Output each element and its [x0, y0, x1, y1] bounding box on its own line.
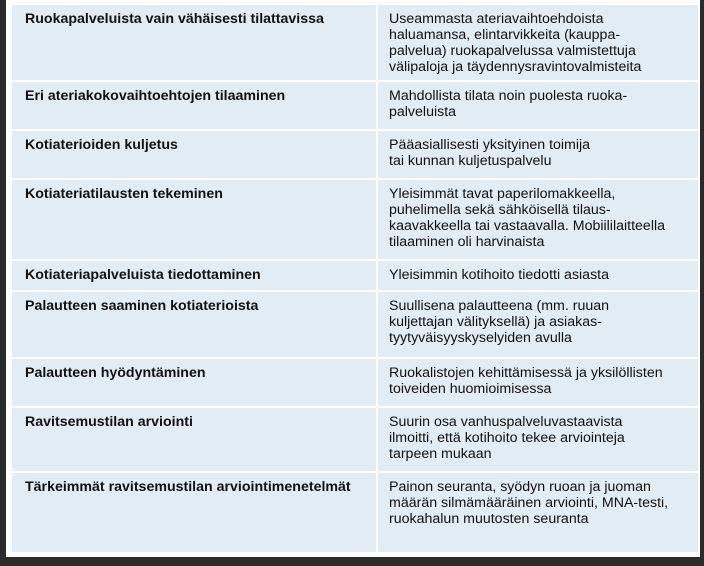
table-row: [12, 408, 698, 473]
row-label: Ruokapalveluista vain vähäisesti tilattavissa: [12, 5, 378, 80]
row-value: Ruokalistojen kehittämisessä ja yksilöllisten toiveiden huomioimisessa: [389, 365, 663, 397]
table-row: [12, 261, 698, 292]
row-label: Kotiateriatilausten tekeminen: [12, 180, 378, 259]
row-value: Useammasta ateriavaihtoehdoista haluamansa, elintarvikkeita (kauppa- palvelua) ruokapalvelussa valmistettuja välipaloja ja täydennysravintovalmisteita: [389, 11, 642, 75]
table-row: [12, 5, 698, 82]
summary-table: [12, 5, 698, 552]
table-row: [12, 473, 698, 552]
row-value: Suurin osa vanhuspalveluvastaavista ilmoitti, että kotihoito tekee arviointeja tarpeen mukaan: [389, 414, 625, 462]
row-value: Yleisimmin kotihoito tiedotti asiasta: [389, 267, 610, 283]
page-frame: [6, 0, 700, 557]
row-label: Tärkeimmät ravitsemustilan arviointimenetelmät: [12, 473, 378, 552]
row-label: Eri ateriakokovaihtoehtojen tilaaminen: [12, 82, 378, 129]
row-value: Mahdollista tilata noin puolesta ruoka- palveluista: [389, 88, 628, 120]
table-row: [12, 131, 698, 180]
row-label: Kotiateriapalveluista tiedottaminen: [12, 261, 378, 290]
row-label: Palautteen saaminen kotiaterioista: [12, 292, 378, 357]
table-row: [12, 359, 698, 408]
row-value: Pääasiallisesti yksityinen toimija tai kunnan kuljetuspalvelu: [389, 137, 591, 169]
row-label: Kotiaterioiden kuljetus: [12, 131, 378, 178]
table-row: [12, 82, 698, 131]
row-label: Ravitsemustilan arviointi: [12, 408, 378, 471]
row-value: Suullisena palautteena (mm. ruuan kuljettajan välityksellä) ja asiakas- tyytyväisyyskyselyiden avulla: [389, 298, 610, 346]
table-row: [12, 180, 698, 261]
row-value: Yleisimmät tavat paperilomakkeella, puhelimella sekä sähköisellä tilaus- kaavakkeella tai vastaavalla. Mobiililaitteella tilaaminen oli harvinaista: [389, 186, 666, 250]
row-value: Painon seuranta, syödyn ruoan ja juoman määrän silmämääräinen arviointi, MNA-testi, ruokahalun muutosten seuranta: [389, 479, 669, 527]
row-label: Palautteen hyödyntäminen: [12, 359, 378, 406]
table-row: [12, 292, 698, 359]
